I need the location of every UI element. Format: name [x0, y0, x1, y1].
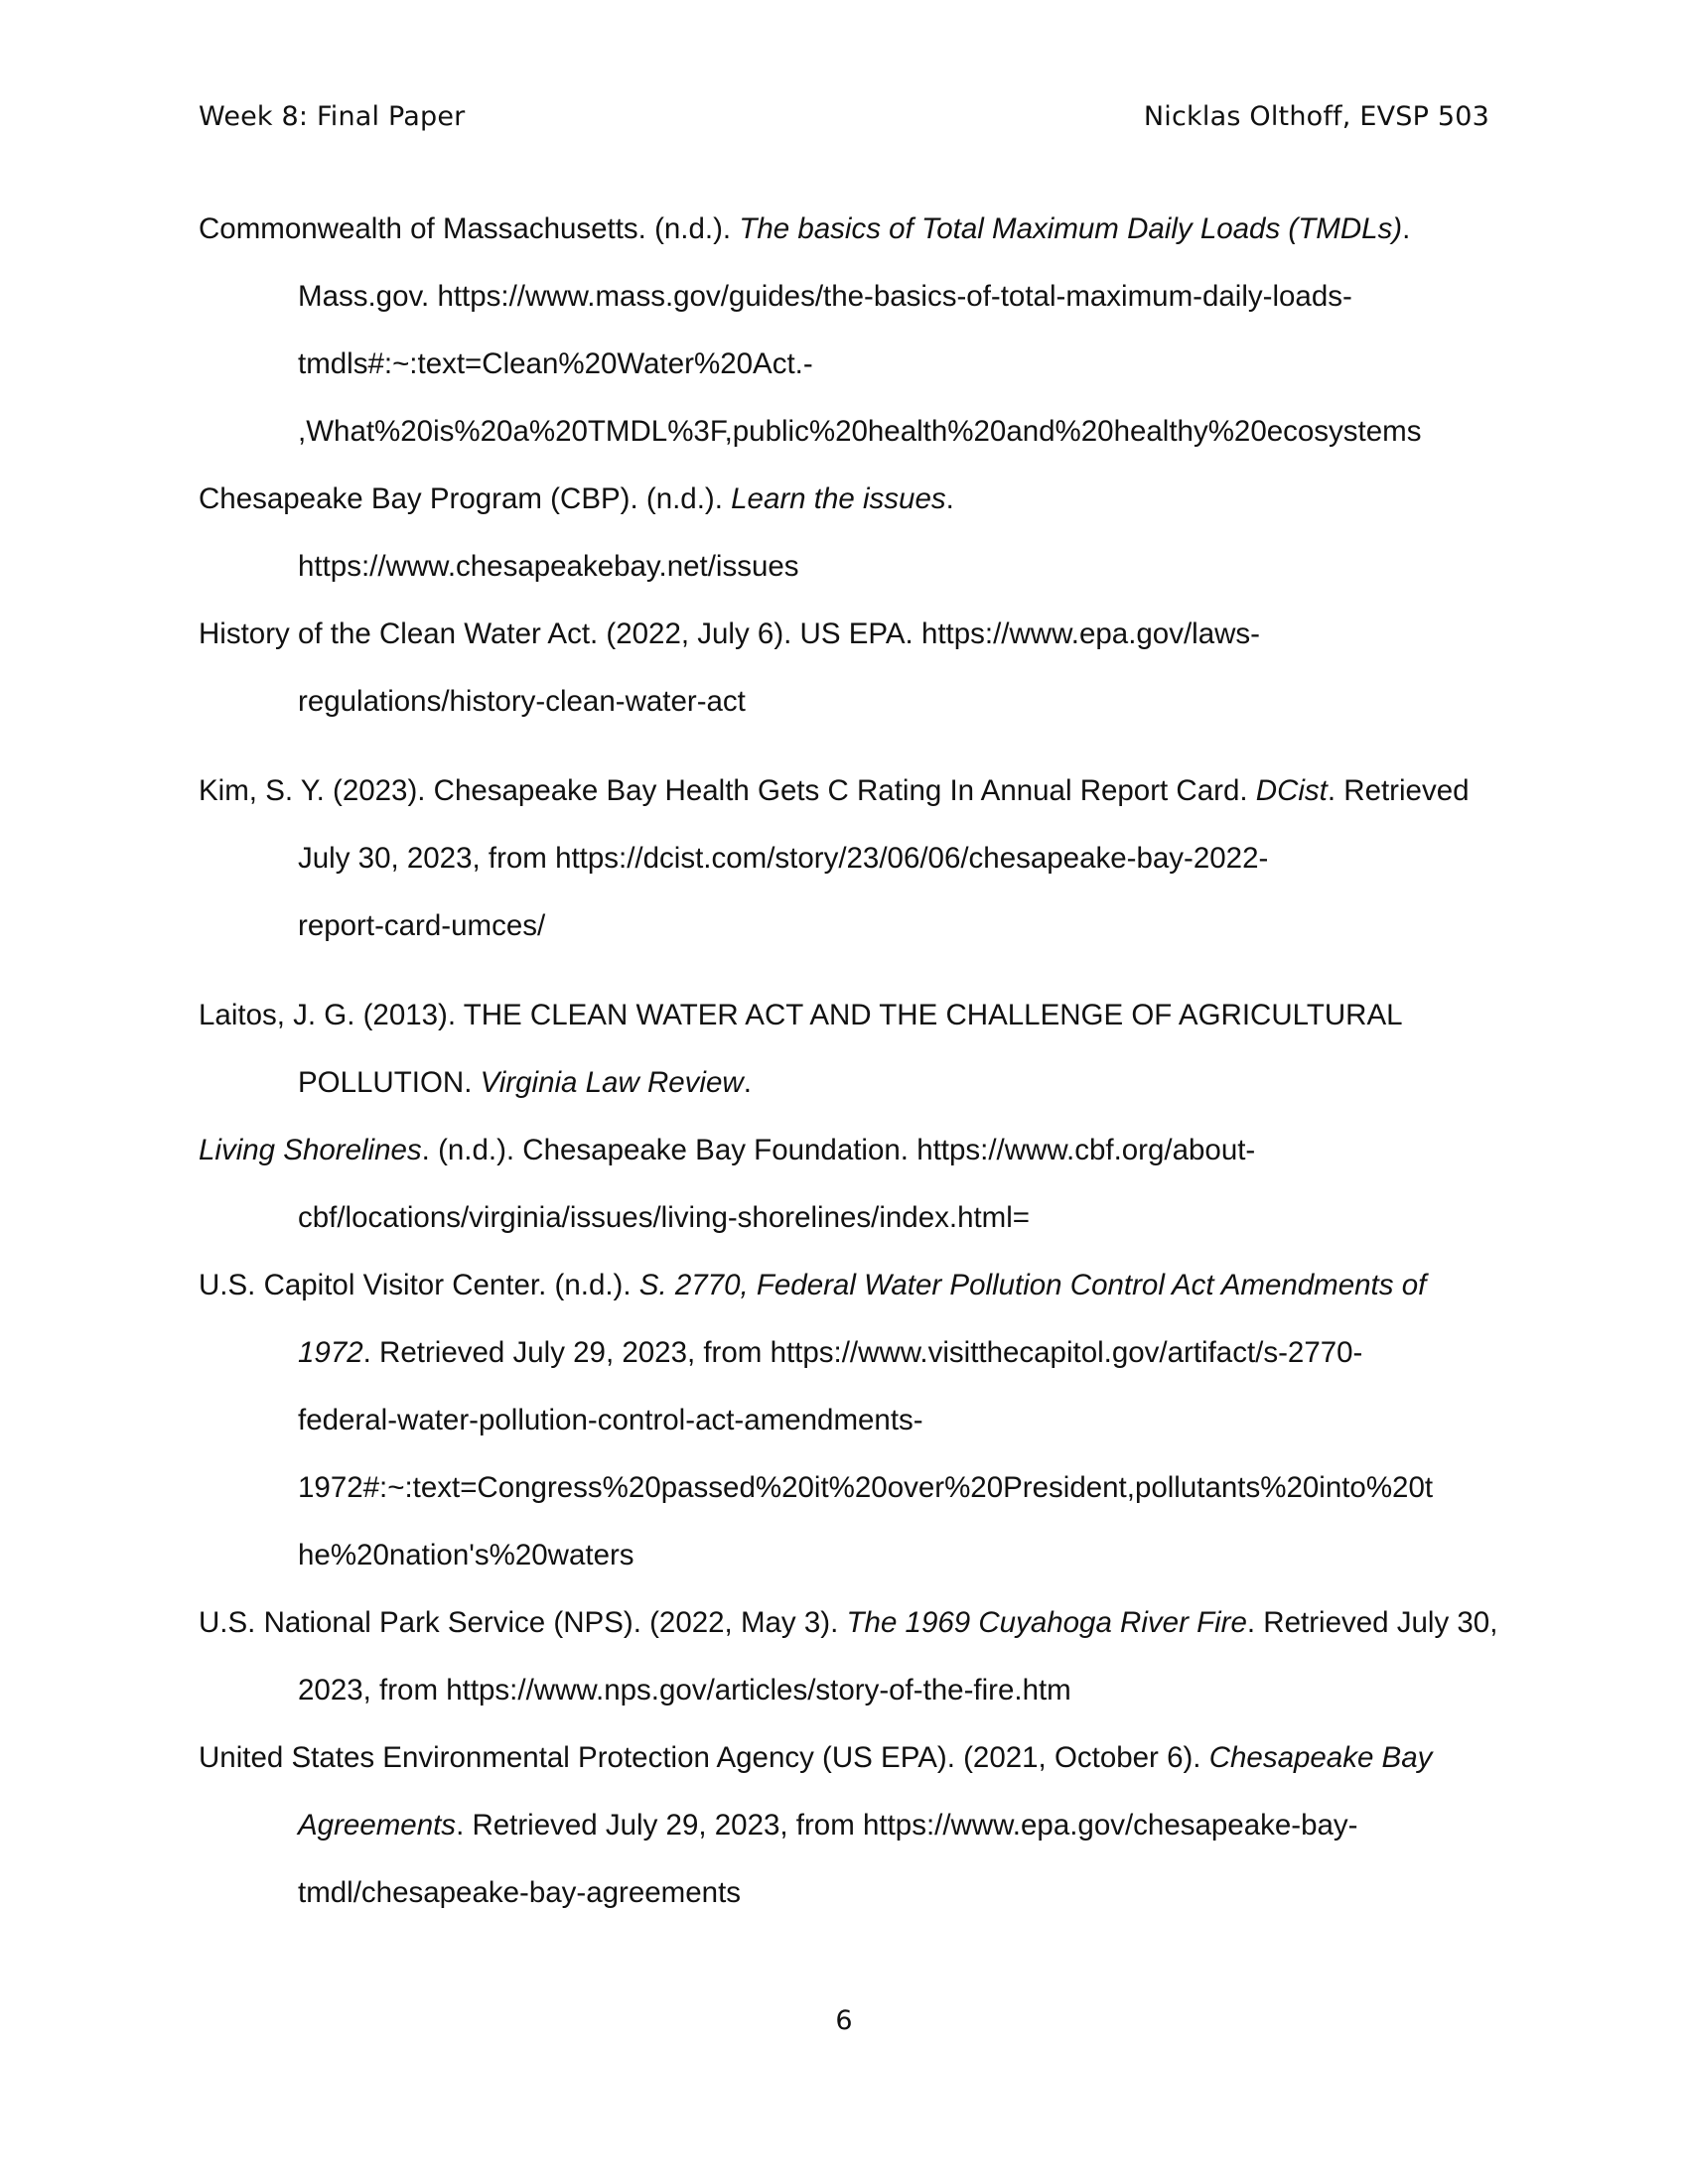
ref-text: Laitos, J. G. (2013). THE CLEAN WATER ACT AND THE CHALLENGE OF AGRICULTURAL POLLUTION. [199, 999, 1402, 1099]
ref-text: Chesapeake Bay Program (CBP). (n.d.). [199, 482, 732, 515]
ref-text: . [945, 482, 954, 515]
ref-url: ,What%20is%20a%20TMDL%3F,public%20health%20and%20healthy%20ecosystems [298, 415, 1422, 448]
ref-url: https://www.epa.gov/chesapeake-bay- [862, 1809, 1358, 1842]
reference-kim-dcist [199, 757, 1499, 960]
ref-url: regulations/history-clean-water-act [298, 685, 746, 718]
reference-list [199, 196, 1499, 1927]
ref-text: . Retrieved July 30, 2023, from [298, 1606, 1498, 1706]
ref-title: Living Shorelines [199, 1134, 422, 1166]
ref-url: https://www.mass.gov/guides/the-basics-of-total-maximum-daily-loads- [437, 280, 1352, 313]
ref-text: . Retrieved July 30, 2023, from [298, 774, 1470, 875]
ref-text: . Mass.gov. [298, 212, 1411, 313]
ref-url: tmdl/chesapeake-bay-agreements [298, 1876, 742, 1909]
ref-text: . (n.d.). Chesapeake Bay Foundation. [421, 1134, 917, 1166]
reference-history-clean-water-act [199, 601, 1499, 736]
ref-url: https://www.chesapeakebay.net/issues [298, 550, 799, 583]
reference-commonwealth-massachusetts [199, 196, 1499, 466]
ref-url: https://www.nps.gov/articles/story-of-the-fire.htm [446, 1674, 1071, 1706]
page-number: 6 [835, 2005, 853, 2036]
reference-chesapeake-bay-program [199, 466, 1499, 601]
ref-url: 1972#:~:text=Congress%20passed%20it%20over%20President,pollutants%20into%20t [298, 1471, 1434, 1504]
reference-laitos [199, 982, 1499, 1117]
ref-url: tmdls#:~:text=Clean%20Water%20Act.- [298, 347, 813, 380]
ref-text: U.S. Capitol Visitor Center. (n.d.). [199, 1269, 639, 1301]
ref-text: Kim, S. Y. (2023). Chesapeake Bay Health Gets C Rating In Annual Report Card. [199, 774, 1256, 807]
ref-url: he%20nation's%20waters [298, 1539, 634, 1571]
ref-url: https://dcist.com/story/23/06/06/chesapeake-bay-2022- [555, 842, 1269, 875]
ref-url: https://www.cbf.org/about- [916, 1134, 1256, 1166]
ref-text: . Retrieved July 29, 2023, from [456, 1809, 863, 1842]
ref-title: Learn the issues [731, 482, 946, 515]
ref-text: . Retrieved July 29, 2023, from [362, 1336, 771, 1369]
ref-text: Commonwealth of Massachusetts. (n.d.). [199, 212, 740, 245]
ref-title: The 1969 Cuyahoga River Fire [846, 1606, 1247, 1639]
ref-title: Virginia Law Review [480, 1066, 744, 1099]
ref-text: United States Environmental Protection Agency (US EPA). (2021, October 6). [199, 1741, 1209, 1774]
ref-title: The basics of Total Maximum Daily Loads (TMDLs) [739, 212, 1403, 245]
header-left: Week 8: Final Paper [199, 101, 466, 132]
ref-text: U.S. National Park Service (NPS). (2022, May 3). [199, 1606, 847, 1639]
ref-title: S. 2770, Federal Water Pollution Control Act Amendments of 1972 [298, 1269, 1427, 1369]
ref-text: History of the Clean Water Act. (2022, July 6). US EPA. [199, 617, 921, 650]
header-right: Nicklas Olthoff, EVSP 503 [1143, 101, 1489, 132]
ref-url: https://www.epa.gov/laws- [920, 617, 1260, 650]
ref-url: federal-water-pollution-control-act-amendments- [298, 1404, 923, 1436]
ref-url: report-card-umces/ [298, 909, 546, 942]
reference-us-epa-agreements [199, 1724, 1499, 1927]
ref-text: . [743, 1066, 752, 1099]
reference-national-park-service [199, 1589, 1499, 1724]
ref-title: Chesapeake Bay Agreements [298, 1741, 1433, 1842]
ref-title: DCist [1255, 774, 1328, 807]
reference-capitol-visitor-center [199, 1252, 1499, 1589]
ref-url: cbf/locations/virginia/issues/living-shorelines/index.html= [298, 1201, 1031, 1234]
reference-living-shorelines [199, 1117, 1499, 1252]
ref-url: https://www.visitthecapitol.gov/artifact/s-2770- [770, 1336, 1363, 1369]
